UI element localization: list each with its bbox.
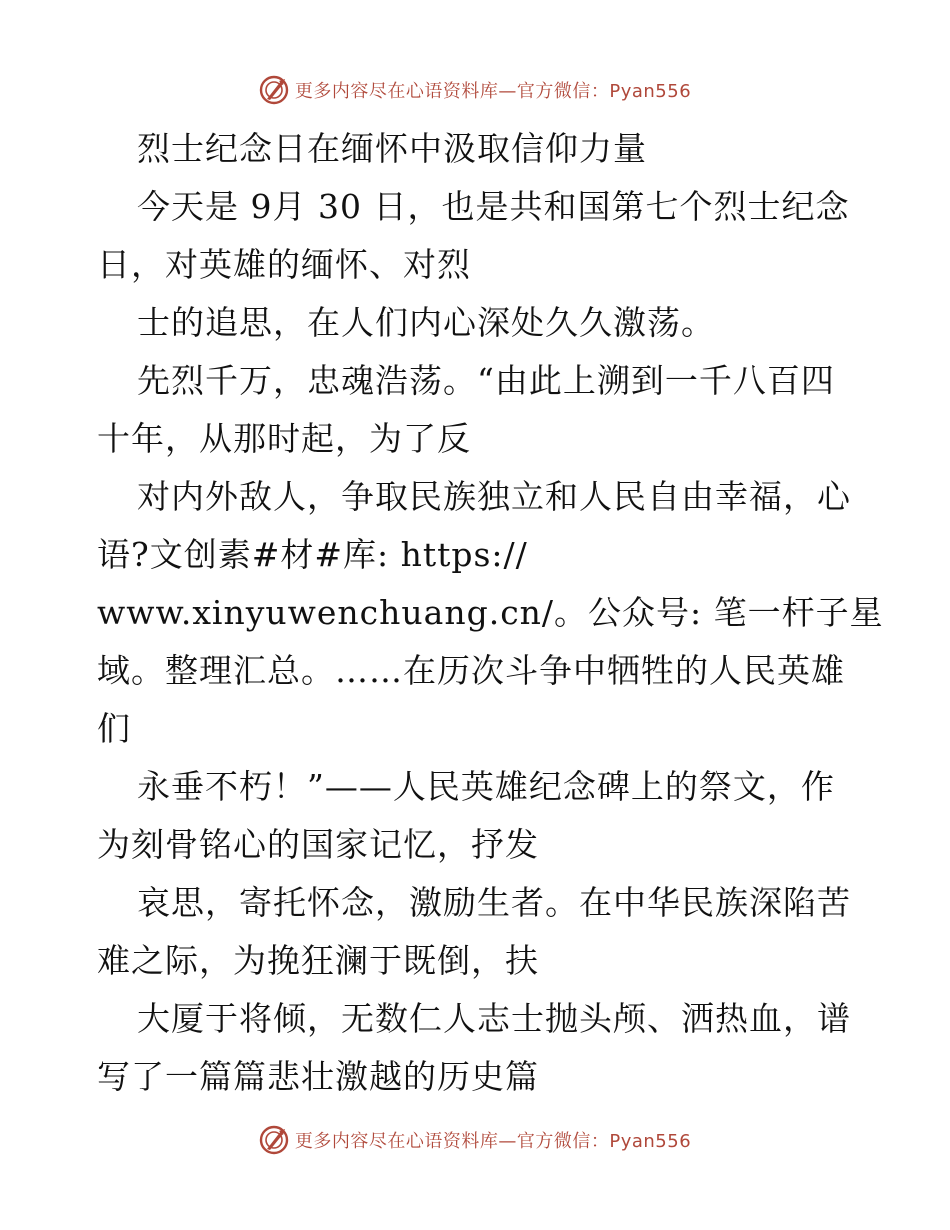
text-line: 难之际，为挽狂澜于既倒，扶 bbox=[97, 941, 539, 980]
text-line: 写了一篇篇悲壮激越的历史篇 bbox=[97, 1057, 539, 1096]
text-line: 永垂不朽！”——人民英雄纪念碑上的祭文，作 bbox=[137, 767, 835, 806]
quill-logo-icon bbox=[259, 75, 289, 105]
text-line: 哀思，寄托怀念，激励生者。在中华民族深陷苦 bbox=[137, 883, 851, 922]
banner-text: 更多内容尽在心语资料库—官方微信：Pyan556 bbox=[294, 1131, 692, 1152]
text-line: 日，对英雄的缅怀、对烈 bbox=[97, 245, 471, 284]
banner-text: 更多内容尽在心语资料库—官方微信：Pyan556 bbox=[294, 81, 692, 102]
text-line: 域。整理汇总。……在历次斗争中牺牲的人民英雄 bbox=[97, 651, 845, 690]
text-line: 对内外敌人，争取民族独立和人民自由幸福，心 bbox=[137, 477, 851, 516]
quill-logo-icon bbox=[259, 1125, 289, 1155]
header-banner bbox=[0, 70, 950, 110]
text-line: 们 bbox=[97, 709, 131, 748]
text-line: 士的追思，在人们内心深处久久激荡。 bbox=[137, 303, 715, 342]
document-body bbox=[97, 120, 884, 1106]
text-line: www.xinyuwenchuang.cn/。公众号: 笔一杆子星 bbox=[97, 593, 884, 632]
text-line: 烈士纪念日在缅怀中汲取信仰力量 bbox=[137, 129, 647, 168]
text-line: 十年，从那时起，为了反 bbox=[97, 419, 471, 458]
text-line: 大厦于将倾，无数仁人志士抛头颅、洒热血，谱 bbox=[137, 999, 851, 1038]
text-line: 先烈千万，忠魂浩荡。“由此上溯到一千八百四 bbox=[137, 361, 835, 400]
text-line: 语?文创素#材#库: https:// bbox=[97, 535, 528, 574]
footer-banner bbox=[0, 1120, 950, 1160]
text-line: 为刻骨铭心的国家记忆，抒发 bbox=[97, 825, 539, 864]
text-line: 今天是 9月 30 日，也是共和国第七个烈士纪念 bbox=[137, 187, 850, 226]
